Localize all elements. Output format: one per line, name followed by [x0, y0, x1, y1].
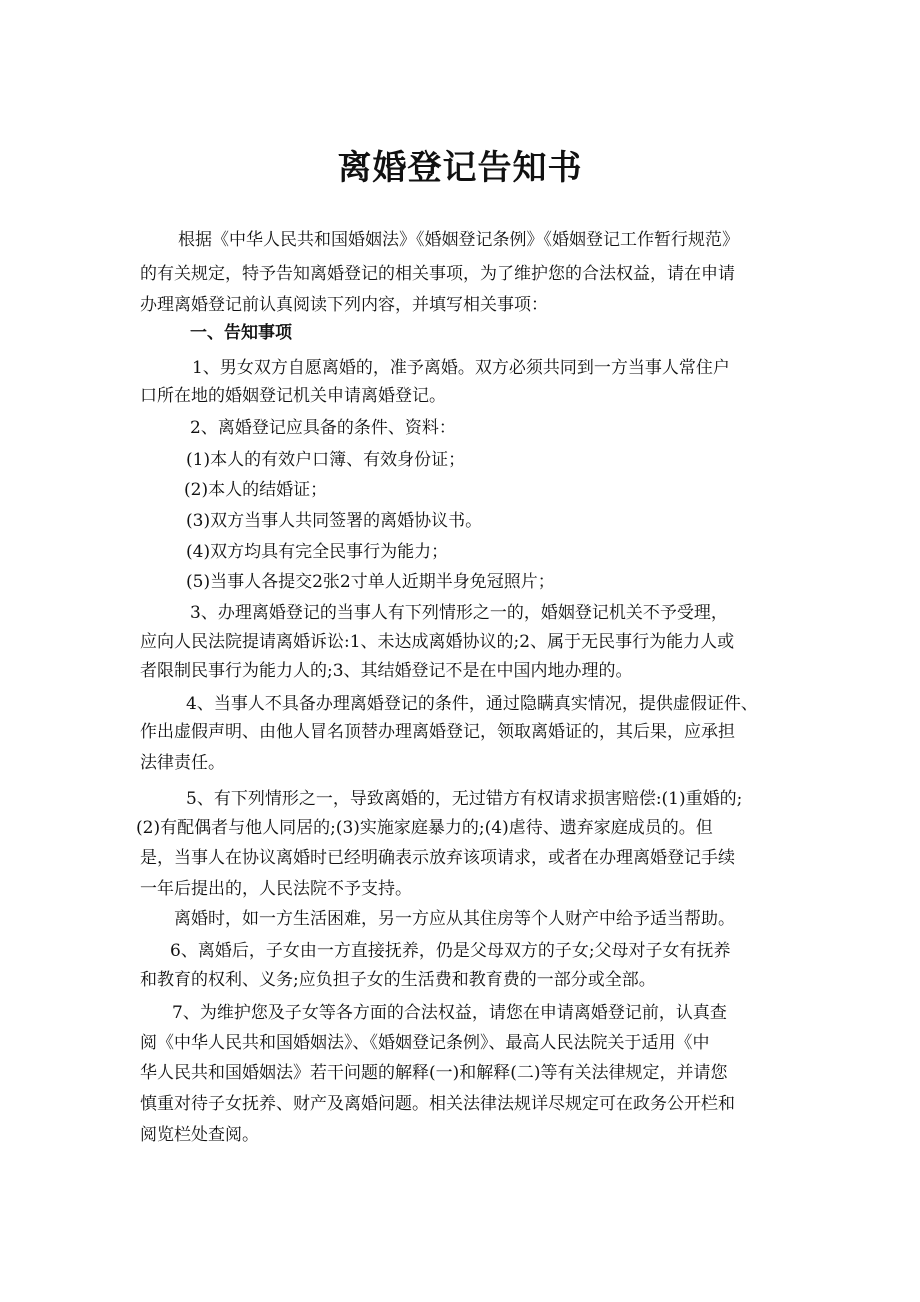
item5-line-4: 一年后提出的，人民法院不予支持。: [140, 879, 412, 899]
item4-line-1: 4、当事人不具备办理离婚登记的条件，通过隐瞒真实情况，提供虚假证件、: [186, 694, 758, 714]
intro-line-2: 的有关规定，特予告知离婚登记的相关事项，为了维护您的合法权益，请在申请: [140, 264, 735, 284]
item3-line-1: 3、办理离婚登记的当事人有下列情形之一的，婚姻登记机关不予受理，: [190, 603, 728, 623]
item2-heading: 2、离婚登记应具备的条件、资料：: [190, 418, 456, 438]
item4-line-3: 法律责任。: [140, 753, 225, 773]
item2-subitem-5: (5)当事人各提交2张2寸单人近期半身免冠照片；: [186, 572, 555, 592]
item7-line-3: 华人民共和国婚姻法》若干问题的解释(一)和解释(二)等有关法律规定，并请您: [140, 1063, 728, 1083]
item7-line-5: 阅览栏处查阅。: [140, 1125, 259, 1145]
item7-line-1: 7、为维护您及子女等各方面的合法权益，请您在申请离婚登记前，认真查: [172, 1003, 727, 1023]
intro-line-3: 办理离婚登记前认真阅读下列内容，并填写相关事项：: [140, 295, 548, 315]
item1-line-2: 口所在地的婚姻登记机关申请离婚登记。: [140, 386, 446, 406]
note-line: 离婚时，如一方生活困难，另一方应从其住房等个人财产中给予适当帮助。: [174, 909, 735, 929]
item7-line-2: 阅《中华人民共和国婚姻法》、《婚姻登记条例》、最高人民法院关于适用《中: [140, 1033, 710, 1053]
item3-line-2: 应向人民法院提请离婚诉讼:1、未达成离婚协议的;2、属于无民事行为能力人或: [140, 632, 735, 652]
item4-line-2: 作出虚假声明、由他人冒名顶替办理离婚登记，领取离婚证的，其后果，应承担: [140, 722, 735, 742]
item5-line-1: 5、有下列情形之一，导致离婚的，无过错方有权请求损害赔偿:(1)重婚的;: [186, 789, 743, 809]
item1-line-1: 1、男女双方自愿离婚的，准予离婚。双方必须共同到一方当事人常住户: [192, 358, 730, 378]
item2-subitem-4: (4)双方均具有完全民事行为能力；: [186, 542, 449, 562]
section-heading: 一、告知事项: [190, 323, 292, 343]
document-title: 离婚登记告知书: [337, 148, 583, 188]
item7-line-4: 慎重对待子女抚养、财产及离婚问题。相关法律法规详尽规定可在政务公开栏和: [140, 1094, 735, 1114]
intro-line-1: 根据《中华人民共和国婚姻法》《婚姻登记条例》《婚姻登记工作暂行规范》: [178, 230, 739, 250]
item6-line-1: 6、离婚后，子女由一方直接抚养，仍是父母双方的子女;父母对子女有抚养: [170, 941, 731, 961]
item5-line-2: (2)有配偶者与他人同居的;(3)实施家庭暴力的;(4)虐待、遗弃家庭成员的。但: [136, 818, 713, 838]
item3-line-3: 者限制民事行为能力人的;3、其结婚登记不是在中国内地办理的。: [140, 661, 633, 681]
item2-subitem-1: (1)本人的有效户口簿、有效身份证；: [186, 450, 466, 470]
item2-subitem-2: (2)本人的结婚证；: [184, 480, 328, 500]
item2-subitem-3: (3)双方当事人共同签署的离婚协议书。: [186, 511, 483, 531]
item6-line-2: 和教育的权利、义务;应负担子女的生活费和教育费的一部分或全部。: [140, 970, 656, 990]
item5-line-3: 是，当事人在协议离婚时已经明确表示放弃该项请求，或者在办理离婚登记手续: [140, 848, 735, 868]
